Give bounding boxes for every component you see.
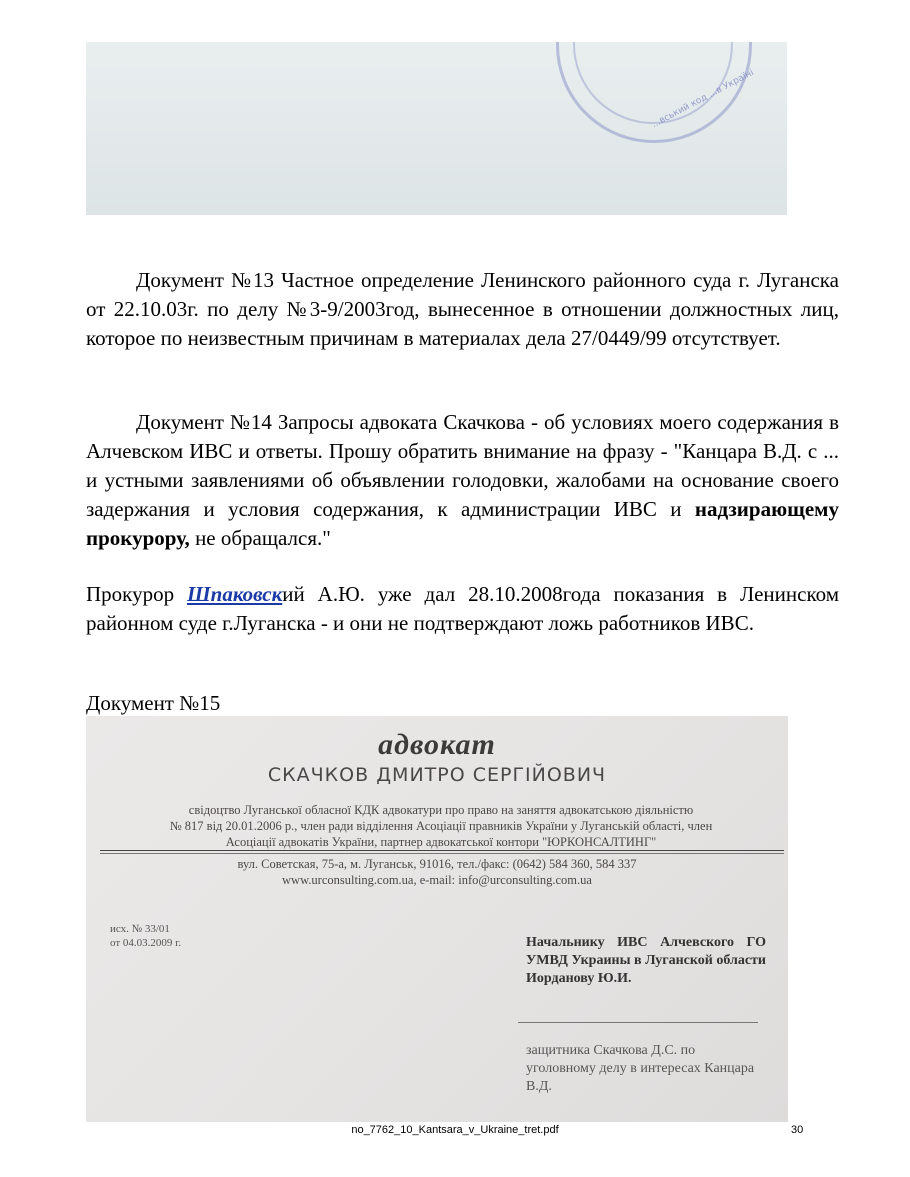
seal-text: ...вський код ...в Україні bbox=[650, 67, 756, 131]
prosecutor-name-link[interactable]: Шпаковск bbox=[187, 582, 283, 606]
cert-line-1: свідоцтво Луганської обласної КДК адвокатури про право на заняття адвокатською діяльністю bbox=[188, 803, 694, 817]
reference-date: от 04.03.2009 г. bbox=[110, 937, 182, 949]
document-13-paragraph: Документ №13 Частное определение Ленинского районного суда г. Луганска от 22.10.03г. по делу №3-9/2003год, вынесенное в отношении должностных лиц, которое по неизвестным причинам в материалах дела 27/0449/99 отсутствует. bbox=[86, 268, 839, 350]
doc14-bold-text: надзирающему прокурору, bbox=[86, 497, 839, 550]
letter-addressee: Начальнику ИВС Алчевского ГО УМВД Украины в Луганской области Иорданову Ю.И. bbox=[526, 935, 766, 986]
letterhead-contacts bbox=[86, 856, 788, 888]
footer-page-number: 30 bbox=[791, 1124, 804, 1136]
prosecutor-prefix: Прокурор bbox=[86, 582, 187, 606]
letterhead-certificate bbox=[116, 802, 766, 850]
letterhead-divider bbox=[100, 850, 784, 851]
doc14-text-before: Документ №14 Запросы адвоката Скачкова - об условиях моего содержания в Алчевском ИВС и ответы. Прошу обратить внимание на фразу - "Канцара В.Д. с ... и устными заявлениями об объявлении голодовки, жалобами на основание своего задержания и условия содержания, к администрации ИВС и bbox=[86, 410, 839, 521]
prosecutor-text: ий А.Ю. уже дал 28.10.2008года показания в Ленинском районном суде г.Луганска - и они не подтверждают ложь работников ИВС. bbox=[86, 582, 839, 635]
letterhead-web: www.urconsulting.com.ua, e-mail: info@urconsulting.com.ua bbox=[282, 873, 592, 887]
reference-number: исх. № 33/01 bbox=[110, 923, 170, 935]
outgoing-reference bbox=[110, 922, 181, 950]
cert-line-3: Асоціації адвокатів України, партнер адвокатської контори "ЮРКОНСАЛТИНГ" bbox=[225, 835, 657, 849]
doc14-text-after: не обращался." bbox=[189, 526, 331, 550]
cert-line-2: № 817 від 20.01.2006 р., член ради відділення Асоціації правників України у Луганській області, член bbox=[169, 819, 713, 833]
footer-filename: no_7762_10_Kantsara_v_Ukraine_tret.pdf bbox=[351, 1124, 559, 1136]
scanned-document-top bbox=[86, 42, 787, 215]
letterhead-address: вул. Советская, 75-а, м. Луганськ, 91016, тел./факс: (0642) 584 360, 584 337 bbox=[237, 857, 637, 871]
letterhead-name: СКАЧКОВ ДМИТРО СЕРГІЙОВИЧ bbox=[267, 764, 607, 786]
addressee-divider bbox=[518, 1022, 758, 1023]
letterhead-title: адвокат bbox=[378, 728, 496, 761]
document-14-paragraph bbox=[86, 408, 839, 553]
letter-sender: защитника Скачкова Д.С. по уголовному делу в интересах Канцара В.Д. bbox=[526, 1043, 755, 1094]
prosecutor-paragraph bbox=[86, 580, 839, 638]
scanned-letter bbox=[86, 716, 788, 1122]
letterhead-divider-thin bbox=[100, 853, 784, 854]
document-15-heading: Документ №15 bbox=[86, 691, 221, 715]
